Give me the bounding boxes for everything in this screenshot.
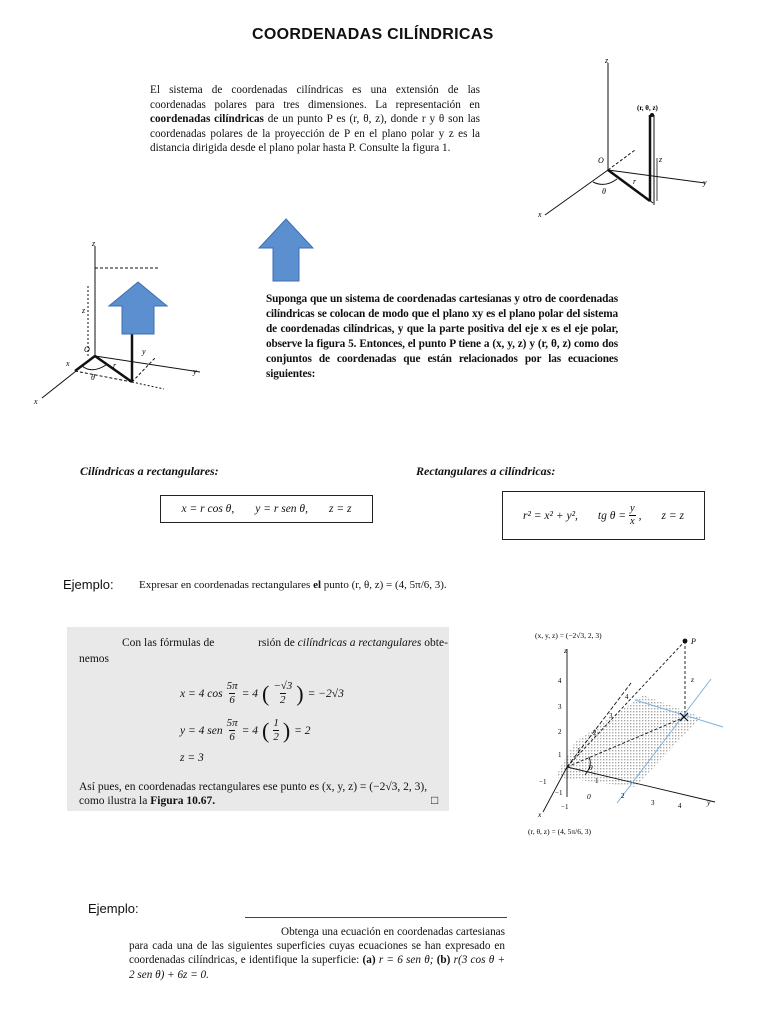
cyl-to-rect-box (160, 495, 373, 523)
plot-x-tick-1: 1 (577, 747, 581, 755)
up-arrow-shape (258, 218, 314, 282)
fig5-y-segment-label: y (142, 347, 146, 356)
solution-z-line: z = 3 (180, 752, 204, 764)
plot-z-axis-label: z (564, 646, 567, 655)
fig5-x-label: x (34, 397, 38, 406)
fig5-y-label: y (193, 367, 197, 376)
plot-z-tick-1: 1 (558, 751, 562, 759)
solution-panel (67, 627, 449, 811)
fig1-point-label: (r, θ, z) (637, 104, 658, 112)
plot-y-tick-1: 1 (595, 777, 599, 785)
rect-to-cyl-heading: Rectangulares a cilíndricas: (416, 464, 556, 478)
plot-x-tick-neg1-b: −1 (561, 803, 569, 811)
page-title: COORDENADAS CILÍNDRICAS (252, 26, 494, 43)
intro-paragraph: El sistema de coordenadas cilíndricas es una extensión de las coordenadas polares para tres dimensiones. La representación en coordenadas cilíndricas de un punto P es (r, θ, z), donde r y θ son las coordenadas polares de la proyección de P en el plano polar y z es la distancia dirigida desde el plano polar hasta P. Consulte la figura 1. (150, 84, 481, 155)
cyl-eq-z: z = z (328, 503, 352, 515)
cyl-to-rect-heading: Cilíndricas a rectangulares: (80, 464, 219, 478)
plot-z-tick-4: 4 (558, 677, 562, 685)
cyl-eq-x: x = r cos θ, (181, 503, 235, 515)
fig1-r-label: r (633, 177, 637, 186)
fig5-theta-label: θ (91, 373, 95, 382)
example-1-label: Ejemplo: (63, 577, 114, 592)
rect-eq-z: z = z (661, 509, 684, 522)
plot-x-axis-label: x (538, 810, 542, 819)
fig1-x-label: x (538, 210, 542, 219)
plot-top-label: (x, y, z) = (−2√3, 2, 3) (535, 631, 602, 640)
fig1-y-label: y (703, 178, 707, 187)
plot-y-tick-3: 3 (651, 799, 655, 807)
solution-y-line: y = 4 sen $\frac{5\pi}{6}$ = 4 ( 1 2 ) = 2 (180, 717, 311, 743)
plot-x-tick-2: 2 (593, 729, 597, 737)
figure-1 (535, 55, 715, 230)
fig1-z-segment-label: z (659, 155, 663, 164)
fig5-x-segment-label: x (66, 359, 70, 368)
solution-conclusion: Así pues, en coordenadas rectangulares ese punto es (x, y, z) = (−2√3, 2, 3), (79, 781, 428, 793)
cyl-eq-y: y = r sen θ, (255, 503, 308, 515)
example-2-label: Ejemplo: (88, 901, 139, 916)
plot-x-tick-3: 3 (609, 712, 613, 720)
plot-point-label: P (691, 637, 696, 646)
fig1-origin-label: O (598, 156, 604, 165)
fig5-z-segment-label: z (82, 306, 86, 315)
figure-10-67-plot (525, 627, 725, 839)
end-of-proof-mark: □ (431, 793, 439, 807)
plot-x-tick-4: 4 (625, 693, 629, 701)
solution-conclusion-cont: como ilustra la Figura 10.67. (79, 795, 216, 807)
rect-eq-theta: tg θ = $\frac{y}{x}$ , (597, 503, 642, 527)
rect-eq-r: r² = x² + y², (522, 509, 578, 522)
plot-z-tick-neg1: −1 (555, 789, 563, 797)
plot-theta-label: θ (589, 763, 593, 772)
plot-y-tick-2: 2 (621, 792, 625, 800)
fig5-z-label: z (92, 239, 96, 248)
relation-paragraph: Suponga que un sistema de coordenadas cartesianas y otro de coordenadas cilíndricas se colocan de modo que el plano xy es el plano polar del sistema de coordenadas cilíndricas, y que la parte positiva del eje x es el eje polar, observe la figura 5. Entonces, el punto P tiene a (x, y, z) y (r, θ, z) como dos conjuntos de coordenadas que están relacionados por las ecuaciones siguientes: (266, 293, 618, 380)
example-2-rule (245, 917, 507, 918)
plot-z-tick-2: 2 (558, 728, 562, 736)
plot-x-tick-neg1-a: −1 (539, 778, 547, 786)
solution-intro-cont: nemos (79, 653, 110, 665)
plot-bottom-label: (r, θ, z) = (4, 5π/6, 3) (528, 827, 591, 836)
example-2-statement: Obtenga una ecuación en coordenadas cartesianas para cada una de las siguientes superficies cuyas ecuaciones se han expresado en coordenadas cilíndricas, e identifique la superficie: (a) r = 6 sen θ; (b) r(3 cos θ + 2 sen θ) + 6z = 0. (129, 926, 505, 981)
solution-intro: Con las fórmulas de rsión de cilíndricas a rectangulares obte- (122, 637, 448, 649)
solution-x-line: x = 4 cos $\frac{5\pi}{6}$ = 4 ( −√3 2 ) = −2√3 (180, 680, 344, 706)
plot-origin-label: 0 (587, 792, 591, 801)
plot-y-tick-4: 4 (678, 802, 682, 810)
plot-dim-label: z (691, 675, 694, 684)
fig5-r-label: r (113, 361, 117, 370)
fig1-z-label: z (605, 56, 609, 65)
plot-z-tick-3: 3 (558, 703, 562, 711)
fig1-x-axis (545, 170, 608, 215)
up-arrow-shape (108, 281, 168, 335)
example-1-statement: Expresar en coordenadas rectangulares el punto (r, θ, z) = (4, 5π/6, 3). (139, 579, 447, 591)
rect-to-cyl-box (502, 491, 705, 540)
fig5-origin-label: O (84, 345, 90, 354)
fig1-theta-label: θ (602, 187, 606, 196)
plot-y-axis-label: y (707, 798, 711, 807)
